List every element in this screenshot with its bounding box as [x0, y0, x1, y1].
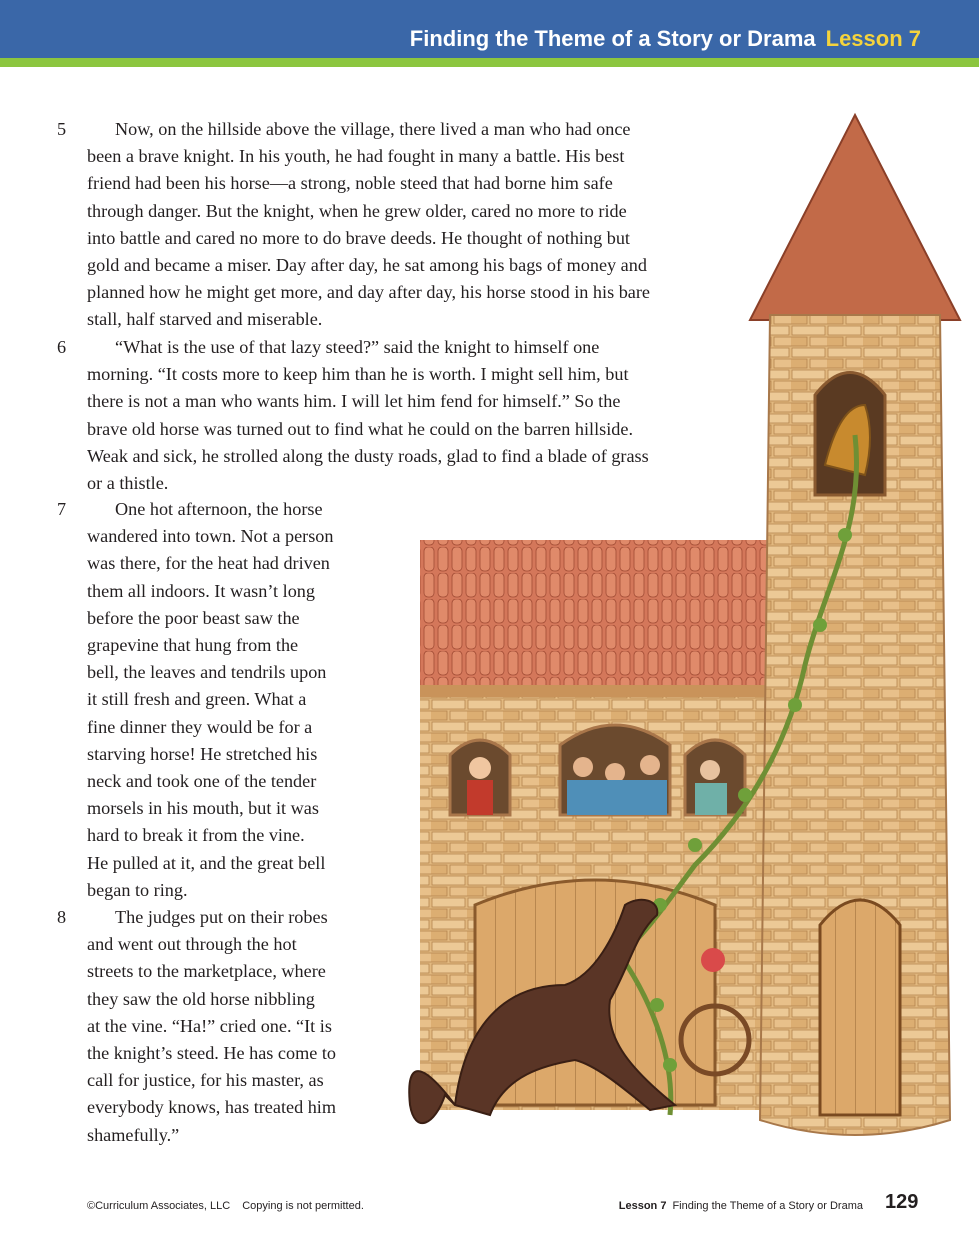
text-line: at the vine. “Ha!” cried one. “It is — [87, 1015, 332, 1036]
header-lesson: Lesson 7 — [825, 26, 921, 51]
text-line: “What is the use of that lazy steed?” said the knight to himself one — [115, 337, 600, 357]
text-line: He pulled at it, and the great bell — [87, 852, 326, 873]
paragraph-number: 6 — [57, 337, 67, 357]
text-line: the knight’s steed. He has come to — [87, 1043, 337, 1063]
header-title: Finding the Theme of a Story or Drama — [409, 26, 816, 51]
text-line: it still fresh and green. What a — [87, 689, 307, 710]
text-line: stall, half starved and miserable. — [87, 309, 323, 330]
text-line: bell, the leaves and tendrils upon — [87, 662, 327, 683]
text-line: Now, on the hillside above the village, there lived a man who had once — [115, 119, 631, 139]
text-line: call for justice, for his master, as — [87, 1070, 324, 1091]
paragraph-number: 7 — [57, 499, 67, 519]
text-line: One hot afternoon, the horse — [115, 499, 323, 519]
text-line: Weak and sick, he strolled along the dusty roads, glad to find a blade of grass — [87, 445, 649, 466]
text-line: or a thistle. — [87, 473, 169, 493]
page-header-title — [410, 26, 921, 52]
text-line: into battle and cared no more to do brave deeds. He thought of nothing but — [87, 227, 630, 248]
tower-roof — [750, 115, 960, 320]
text-line: neck and took one of the tender — [87, 771, 317, 791]
window-right — [685, 740, 745, 815]
text-line: hard to break it from the vine. — [87, 825, 305, 846]
window-middle — [560, 725, 670, 815]
text-line: been a brave knight. In his youth, he had fought in many a battle. His best — [87, 146, 625, 167]
flower-pot — [701, 948, 725, 972]
text-line: and went out through the hot — [87, 934, 297, 955]
footer-copyright — [87, 1200, 364, 1212]
text-line: was there, for the heat had driven — [87, 553, 330, 574]
text-line: fine dinner they would be for a — [87, 716, 313, 737]
text-line: through danger. But the knight, when he grew older, cared no more to ride — [87, 200, 627, 221]
text-line: began to ring. — [87, 879, 188, 900]
page-number: 129 — [885, 1191, 919, 1213]
text-line: starving horse! He stretched his — [87, 743, 318, 764]
text-line: they saw the old horse nibbling — [87, 988, 315, 1009]
header-stripe — [0, 58, 979, 67]
text-line: everybody knows, has treated him — [87, 1097, 337, 1118]
text-line: before the poor beast saw the — [87, 607, 300, 628]
text-line: gold and became a miser. Day after day, he sat among his bags of money and — [87, 255, 647, 275]
text-line: them all indoors. It wasn’t long — [87, 580, 315, 601]
tower-door — [820, 900, 900, 1115]
text-line: there is not a man who wants him. I will let him fend for himself.” So the — [87, 391, 621, 412]
text-line: grapevine that hung from the — [87, 635, 299, 655]
text-line: brave old horse was turned out to find what he could on the barren hillside. — [87, 418, 633, 439]
text-line: morning. “It costs more to keep him than he is worth. I might sell him, but — [87, 364, 629, 385]
footer-lesson-label: Lesson 7 — [618, 1200, 667, 1212]
text-line: streets to the marketplace, where — [87, 961, 326, 982]
roof-tiles — [420, 540, 770, 695]
copy-notice: Copying is not permitted. — [242, 1200, 364, 1212]
text-line: wandered into town. Not a person — [87, 526, 334, 547]
window-left — [450, 740, 510, 815]
paragraph-number: 8 — [57, 907, 67, 927]
footer-lesson — [619, 1200, 863, 1212]
text-line: friend had been his horse—a strong, noble steed that had borne him safe — [87, 173, 613, 194]
copyright-text: ©Curriculum Associates, LLC — [87, 1200, 231, 1212]
text-line: morsels in his mouth, but it was — [87, 798, 319, 819]
text-line: planned how he might get more, and day after day, his horse stood in his bare — [87, 282, 650, 303]
tower-horse-illustration — [395, 105, 975, 1150]
text-line: The judges put on their robes — [115, 907, 328, 927]
text-line: shamefully.” — [87, 1124, 180, 1145]
paragraph-number: 5 — [57, 119, 67, 139]
footer-lesson-title: Finding the Theme of a Story or Drama — [672, 1200, 863, 1212]
